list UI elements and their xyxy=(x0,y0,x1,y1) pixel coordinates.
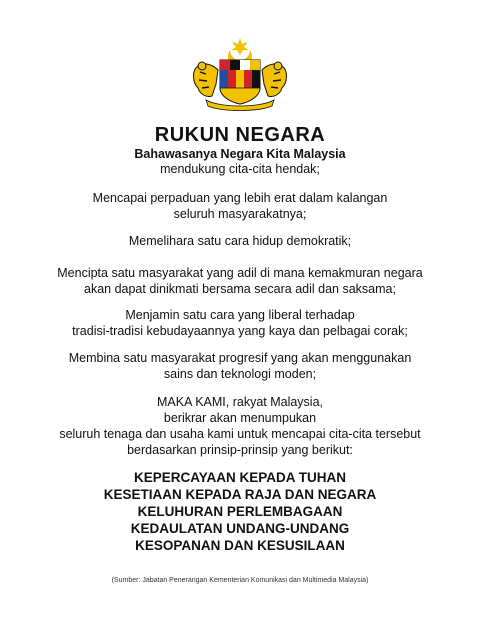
text-line: Membina satu masyarakat progresif yang akan menggunakan xyxy=(68,351,412,365)
text-line: berikrar akan menumpukan xyxy=(163,411,317,425)
aspiration-paragraph xyxy=(0,233,480,249)
text-line: Menjamin satu cara yang liberal terhadap xyxy=(125,308,355,322)
page-title: RUKUN NEGARA xyxy=(154,124,326,146)
aspiration-paragraph xyxy=(0,190,480,222)
source-note: (Sumber: Jabatan Penerangan Kementerian Komunikasi dan Multimedia Malaysia) xyxy=(111,577,369,584)
aspiration-paragraph xyxy=(0,307,480,339)
intro-line: mendukung cita-cita hendak; xyxy=(160,162,320,176)
aspiration-paragraph xyxy=(0,350,480,382)
principle-item: KESETIAAN KEPADA RAJA DAN NEGARA xyxy=(103,487,377,502)
text-line: sains dan teknologi moden; xyxy=(163,367,317,381)
text-line: Memelihara satu cara hidup demokratik; xyxy=(128,234,352,248)
text-line: akan dapat dinikmati bersama secara adil dan saksama; xyxy=(84,282,396,296)
text-line: berdasarkan prinsip-prinsip yang berikut: xyxy=(127,443,353,457)
malaysia-coat-of-arms-icon xyxy=(190,36,290,112)
text-line: MAKA KAMI, rakyat Malaysia, xyxy=(156,395,324,409)
text-line: tradisi-tradisi kebudayaannya yang kaya dan pelbagai corak; xyxy=(72,324,408,338)
text-line: seluruh masyarakatnya; xyxy=(173,207,307,221)
principle-item: KEDAULATAN UNDANG-UNDANG xyxy=(130,521,350,536)
page-subtitle: Bahawasanya Negara Kita Malaysia xyxy=(134,147,346,161)
aspiration-paragraph xyxy=(0,265,480,297)
pledge-paragraph xyxy=(0,394,480,458)
text-line: Mencipta satu masyarakat yang adil di mana kemakmuran negara xyxy=(57,266,423,280)
text-line: seluruh tenaga dan usaha kami untuk mencapai cita-cita tersebut xyxy=(59,427,421,441)
principle-item: KEPERCAYAAN KEPADA TUHAN xyxy=(133,470,347,485)
principle-item: KESOPANAN DAN KESUSILAAN xyxy=(135,538,345,553)
principles-list xyxy=(0,469,480,554)
principle-item: KELUHURAN PERLEMBAGAAN xyxy=(137,504,343,519)
text-line: Mencapai perpaduan yang lebih erat dalam kalangan xyxy=(92,191,388,205)
